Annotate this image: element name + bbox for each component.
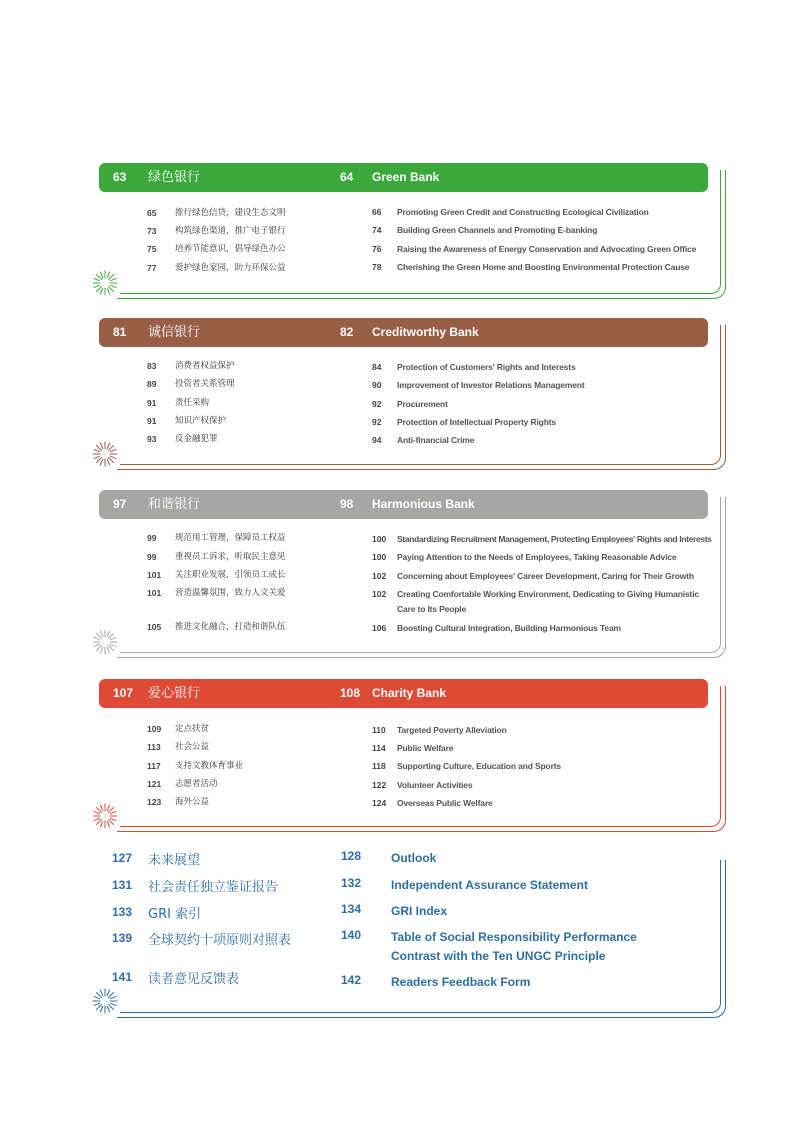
en-page-number: 64 [340, 170, 354, 184]
en-page-number: 82 [340, 325, 354, 339]
cn-page-number: 81 [113, 325, 127, 339]
cn-section-title: 诚信银行 [148, 325, 201, 340]
cn-page-number: 97 [113, 497, 127, 511]
en-section-title: Green Bank [372, 170, 440, 184]
cn-section-title: 爱心银行 [148, 686, 201, 701]
cn-section-title: 绿色银行 [148, 170, 201, 185]
en-page-number: 98 [340, 497, 354, 511]
sunburst-icon [92, 803, 118, 829]
sunburst-icon [92, 629, 118, 655]
sunburst-icon [92, 988, 118, 1014]
cn-page-number: 63 [113, 170, 127, 184]
en-section-title: Creditworthy Bank [372, 325, 479, 339]
en-page-number: 108 [340, 686, 361, 700]
cn-page-number: 107 [113, 686, 134, 700]
en-section-title: Charity Bank [372, 686, 447, 700]
sunburst-icon [92, 270, 118, 296]
sunburst-icon [92, 441, 118, 467]
en-section-title: Harmonious Bank [372, 497, 475, 511]
cn-section-title: 和谐银行 [148, 497, 201, 512]
section-frame-line-outer [117, 686, 726, 832]
